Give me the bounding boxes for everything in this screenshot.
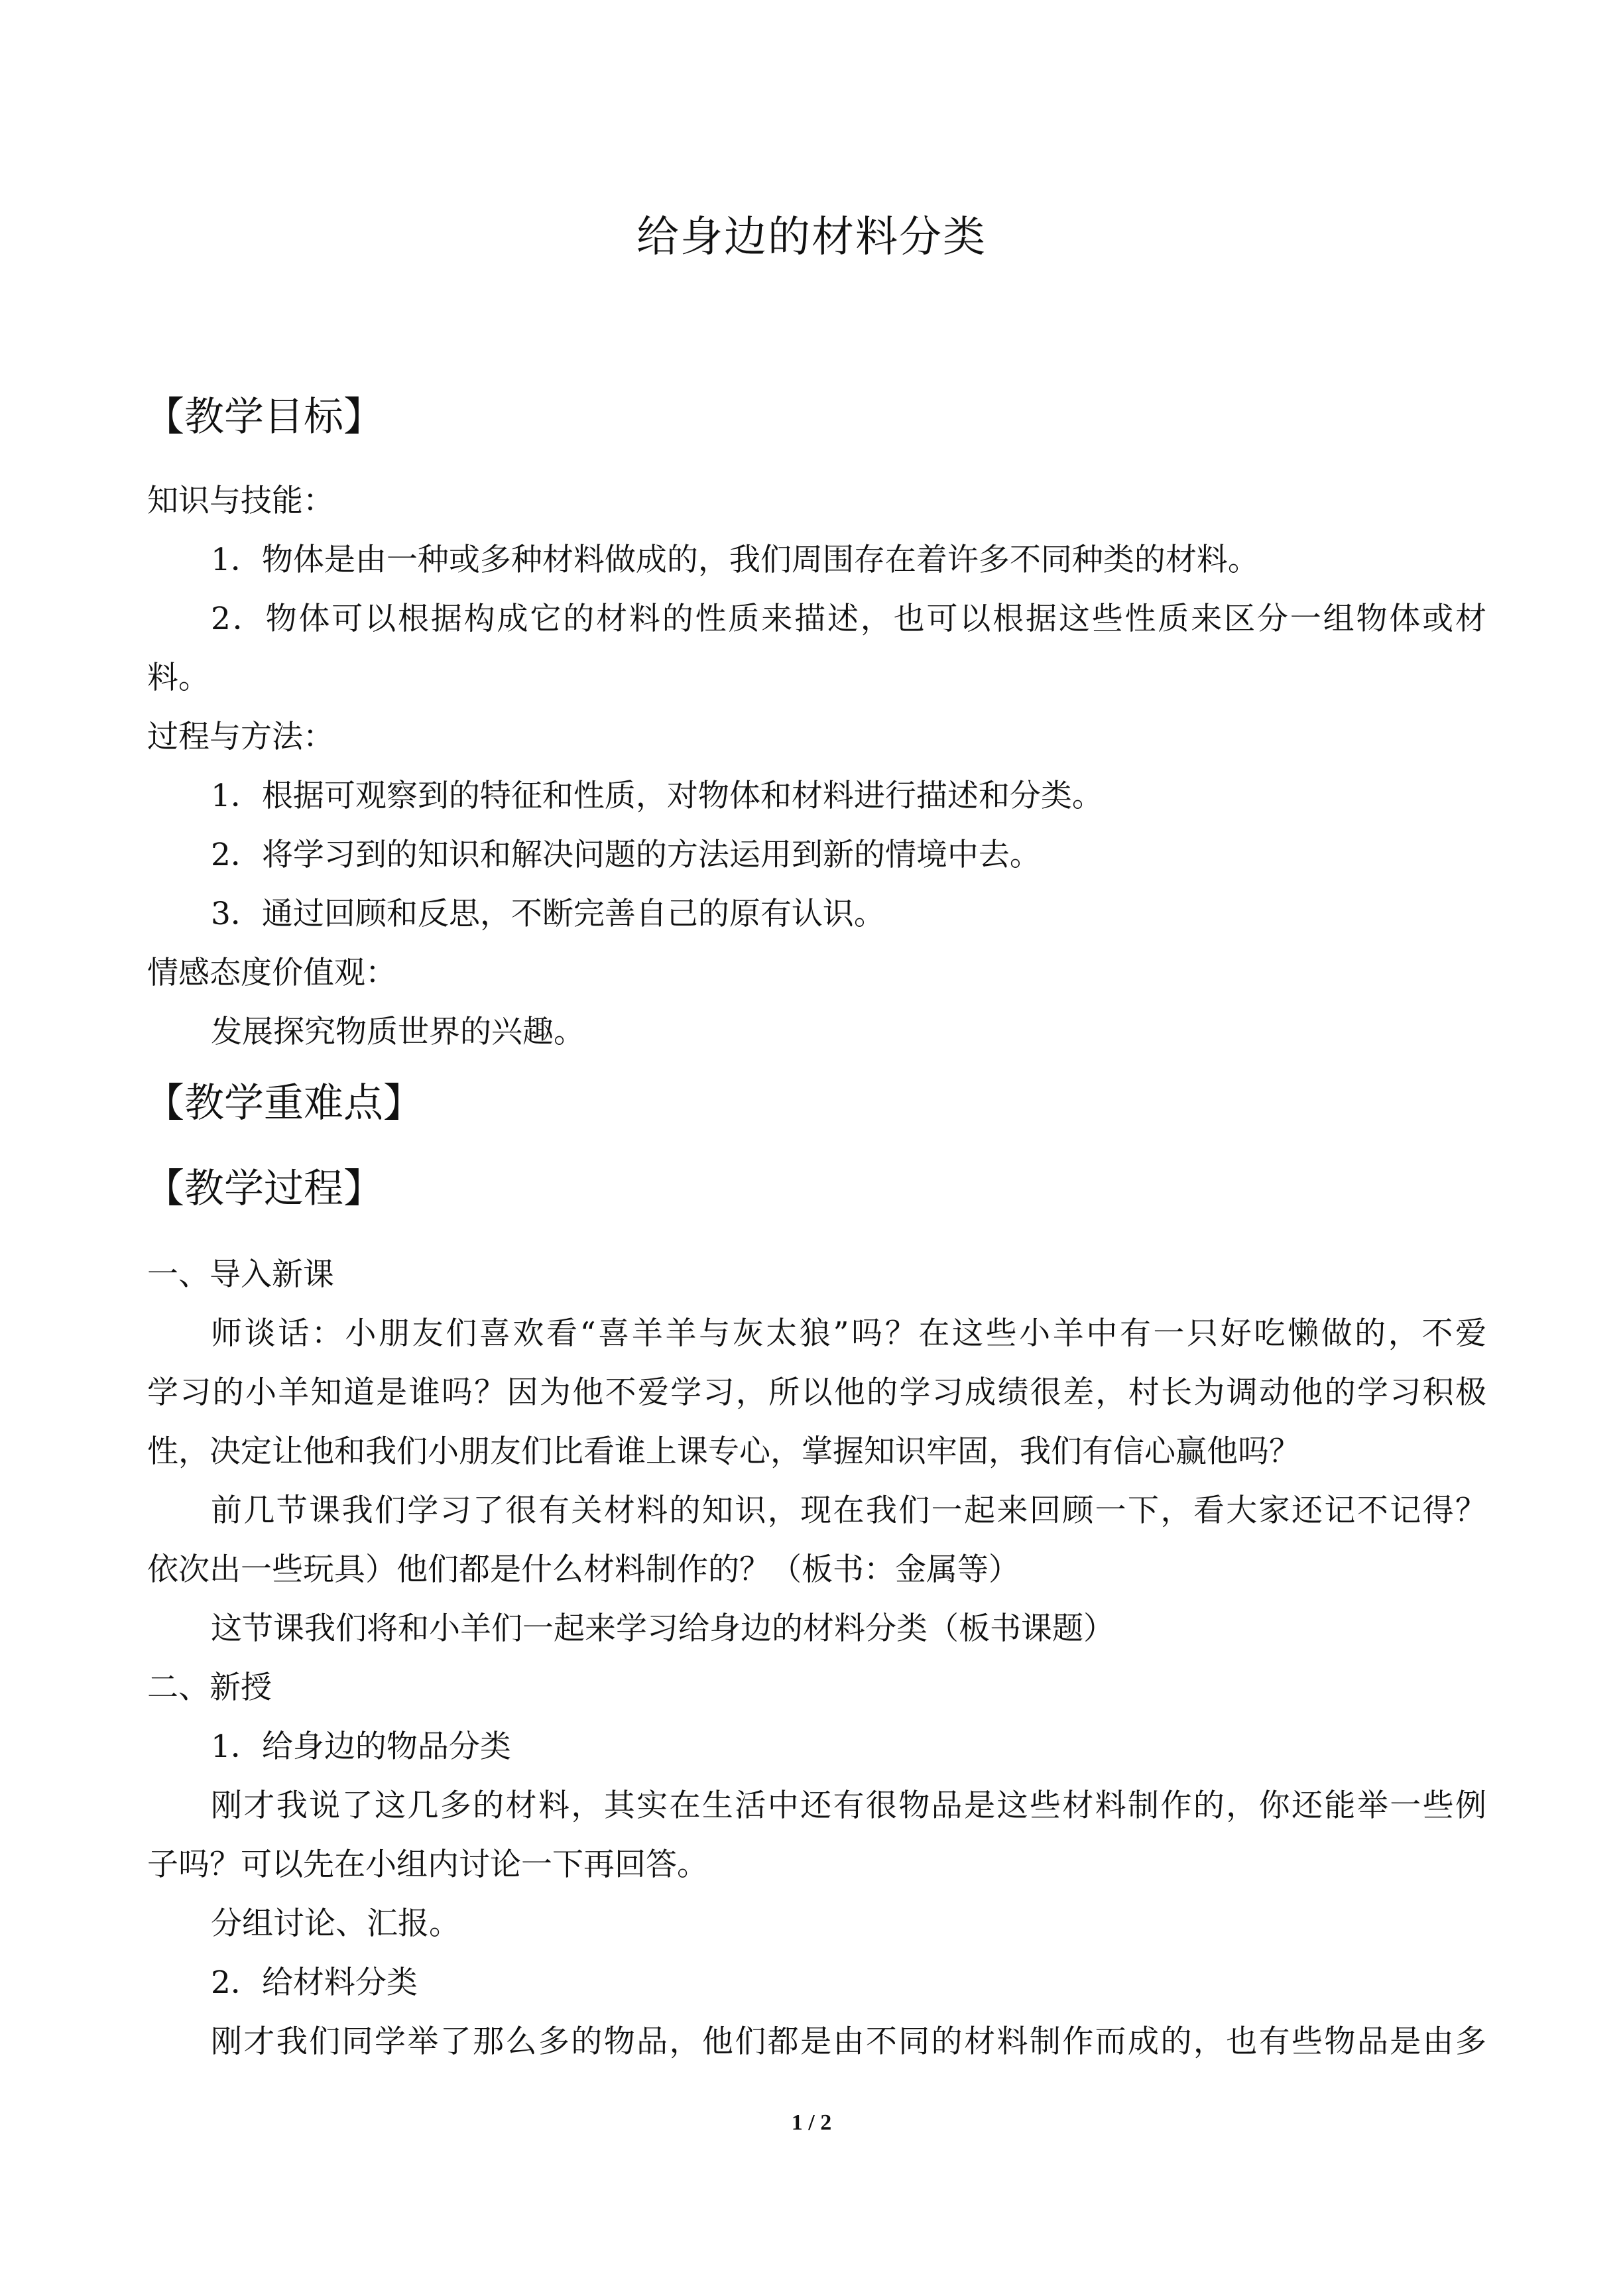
intro-p2-line-1: 前几节课我们学习了很有关材料的知识，现在我们一起来回顾一下，看大家还记不记得？ [211, 1492, 1486, 1529]
intro-p2-line-2: 依次出一些玩具）他们都是什么材料制作的？（板书：金属等） [147, 1551, 1020, 1588]
intro-p1-line-1: 师谈话：小朋友们喜欢看“喜羊羊与灰太狼”吗？在这些小羊中有一只好吃懒做的，不爱 [211, 1315, 1486, 1352]
intro-label: 一、导入新课 [147, 1256, 334, 1293]
process-item-3: 3．通过回顾和反思，不断完善自己的原有认识。 [211, 896, 885, 932]
process-methods-label: 过程与方法： [147, 719, 334, 755]
attitude-item-1: 发展探究物质世界的兴趣。 [211, 1014, 585, 1050]
new-lesson-label: 二、新授 [147, 1669, 272, 1706]
new-lesson-p1-line-2: 子吗？可以先在小组内讨论一下再回答。 [147, 1846, 708, 1883]
knowledge-item-1: 1．物体是由一种或多种材料做成的，我们周围存在着许多不同种类的材料。 [211, 542, 1259, 578]
knowledge-item-2-line-2: 料。 [147, 660, 210, 696]
new-lesson-sub-1: 1．给身边的物品分类 [211, 1728, 511, 1765]
new-lesson-sub-2: 2．给材料分类 [211, 1964, 418, 2001]
process-item-1: 1．根据可观察到的特征和性质，对物体和材料进行描述和分类。 [211, 778, 1103, 814]
document-title: 给身边的材料分类 [636, 213, 987, 262]
page-number: 1 / 2 [791, 2110, 832, 2135]
intro-p1-line-3: 性，决定让他和我们小朋友们比看谁上课专心，掌握知识牢固，我们有信心赢他吗？ [147, 1433, 1300, 1470]
attitude-label: 情感态度价值观： [147, 955, 396, 991]
intro-p1-line-2: 学习的小羊知道是谁吗？因为他不爱学习，所以他的学习成绩很差，村长为调动他的学习积极 [147, 1374, 1486, 1411]
section-heading-goals: 【教学目标】 [145, 394, 383, 440]
intro-p3: 这节课我们将和小羊们一起来学习给身边的材料分类（板书课题） [211, 1610, 1114, 1647]
new-lesson-p2: 分组讨论、汇报。 [211, 1905, 460, 1942]
knowledge-skills-label: 知识与技能： [147, 483, 334, 519]
knowledge-item-2-line-1: 2．物体可以根据构成它的材料的性质来描述，也可以根据这些性质来区分一组物体或材 [211, 601, 1486, 637]
section-heading-key-points: 【教学重难点】 [145, 1080, 423, 1126]
new-lesson-p3-line-1: 刚才我们同学举了那么多的物品，他们都是由不同的材料制作而成的，也有些物品是由多 [211, 2024, 1486, 2060]
section-heading-process: 【教学过程】 [145, 1166, 383, 1212]
process-item-2: 2．将学习到的知识和解决问题的方法运用到新的情境中去。 [211, 837, 1041, 873]
new-lesson-p1-line-1: 刚才我说了这几多的材料，其实在生活中还有很物品是这些材料制作的，你还能举一些例 [211, 1787, 1486, 1824]
